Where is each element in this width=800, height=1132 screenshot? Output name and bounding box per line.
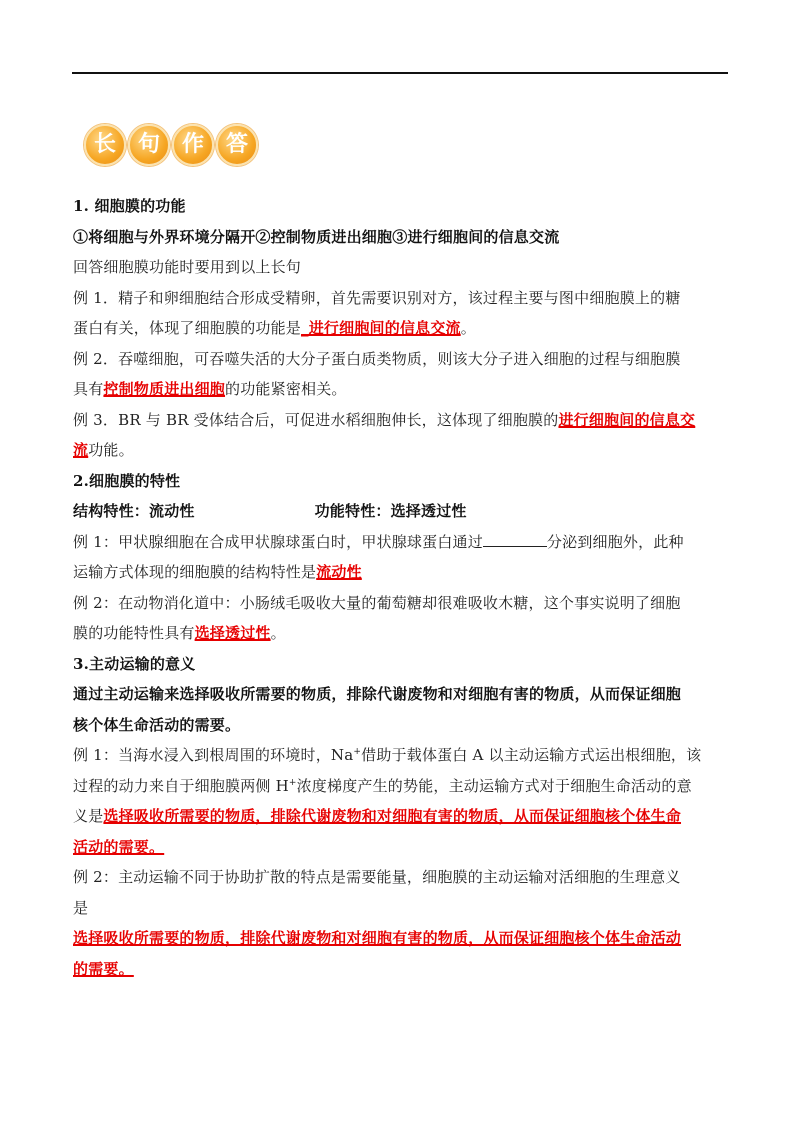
section-2-properties [73, 501, 729, 522]
text: 借助于载体蛋白 A 以主动运输方式运出根细胞，该 [361, 746, 702, 764]
answer: 选择透过性 [194, 624, 271, 642]
answer: 选择吸收所需要的物质，排除代谢废物和对细胞有害的物质，从而保证细胞核个体生命 [103, 807, 682, 825]
header-rule [72, 72, 728, 74]
text: 具有 [73, 380, 104, 398]
answer: 活动的需要。 [73, 837, 165, 856]
text: 蛋白有关，体现了细胞膜的功能是 [73, 319, 302, 337]
answer: 流 [73, 441, 89, 459]
s2-example-2-line-2 [73, 623, 729, 644]
answer: 的需要。 [73, 959, 134, 978]
s1-example-3-line-1 [73, 410, 729, 431]
s1-example-1-line-1: 例 1．精子和卵细胞结合形成受精卵，首先需要识别对方，该过程主要与图中细胞膜上的糖 [73, 288, 681, 307]
answer: 选择吸收所需要的物质，排除代谢废物和对细胞有害的物质，从而保证细胞核个体生命活动 [73, 929, 682, 947]
structural-property: 结构特性：流动性 [73, 502, 195, 520]
s3-example-1-line-1 [73, 745, 729, 766]
section-1-note: 回答细胞膜功能时要用到以上长句 [73, 258, 302, 276]
section-2-heading: 2.细胞膜的特性 [73, 471, 181, 490]
answer: _进行细胞间的信息交流 [301, 319, 461, 337]
s3-example-1-line-3 [73, 806, 729, 827]
text: 例 3．BR 与 BR 受体结合后，可促进水稻细胞伸长，这体现了细胞膜的 [73, 410, 559, 429]
text: 过程的动力来自于细胞膜两侧 H [73, 776, 289, 795]
s3-example-2-line-2: 是 [73, 898, 89, 917]
s1-example-1-line-2 [73, 318, 729, 339]
section-1-key-sentence: ①将细胞与外界环境分隔开②控制物质进出细胞③进行细胞间的信息交流 [73, 227, 560, 246]
text: 功能。 [88, 441, 134, 459]
s2-example-2-line-1: 例 2：在动物消化道中：小肠绒毛吸收大量的葡萄糖却很难吸收木糖，这个事实说明了细胞 [73, 593, 681, 612]
s1-example-3-line-2 [73, 440, 729, 461]
superscript: + [353, 747, 362, 757]
document-body [73, 196, 729, 989]
text: 例 1：甲状腺细胞在合成甲状腺球蛋白时，甲状腺球蛋白通过 [73, 532, 483, 551]
text: 例 1：当海水浸入到根周围的环境时，Na [73, 746, 354, 764]
s2-example-1-line-1 [73, 532, 729, 553]
text: 浓度梯度产生的势能，主动运输方式对于细胞生命活动的意 [296, 776, 692, 795]
text: 。 [270, 624, 286, 642]
s3-example-2-line-1: 例 2：主动运输不同于协助扩散的特点是需要能量，细胞膜的主动运输对活细胞的生理意义 [73, 868, 681, 886]
superscript: + [288, 777, 297, 788]
section-1-heading: 1. 细胞膜的功能 [73, 197, 186, 215]
answer: 控制物质进出细胞 [103, 380, 226, 398]
answer: 流动性 [316, 563, 362, 581]
section-badge [84, 124, 260, 166]
badge-char: 长 [84, 124, 126, 166]
text: 运输方式体现的细胞膜的结构特性是 [73, 563, 317, 581]
s3-example-1-line-4 [73, 837, 729, 858]
s1-example-2-line-1: 例 2．吞噬细胞，可吞噬失活的大分子蛋白质类物质，则该大分子进入细胞的过程与细胞膜 [73, 349, 681, 368]
text: 的功能紧密相关。 [225, 380, 347, 398]
s3-example-2-line-4 [73, 959, 729, 980]
s3-example-2-line-3 [73, 928, 729, 949]
fill-blank [483, 532, 547, 547]
text: 义是 [73, 807, 104, 825]
text: 分泌到细胞外，此种 [546, 532, 684, 551]
s3-example-1-line-2 [73, 776, 729, 797]
text: 。 [460, 319, 476, 337]
answer: 进行细胞间的信息交 [558, 410, 696, 429]
functional-property: 功能特性：选择透过性 [314, 502, 467, 520]
s2-example-1-line-2 [73, 562, 729, 583]
section-3-key-line-1: 通过主动运输来选择吸收所需要的物质，排除代谢废物和对细胞有害的物质，从而保证细胞 [73, 685, 682, 703]
badge-char: 句 [128, 124, 170, 166]
text: 膜的功能特性具有 [73, 624, 195, 642]
s1-example-2-line-2 [73, 379, 729, 400]
section-3-heading: 3.主动运输的意义 [73, 654, 196, 673]
badge-char: 作 [172, 124, 214, 166]
badge-char: 答 [216, 124, 258, 166]
section-3-key-line-2: 核个体生命活动的需要。 [73, 715, 241, 734]
